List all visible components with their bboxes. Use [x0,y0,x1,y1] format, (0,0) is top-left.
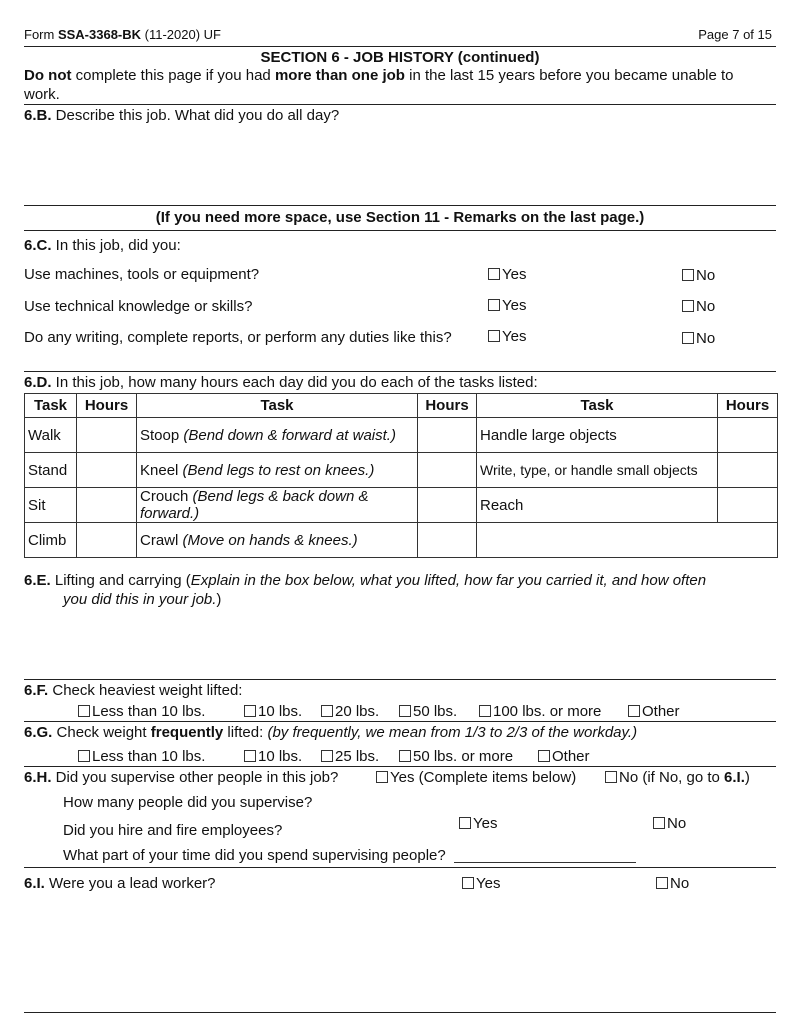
task-cell: Sit [25,488,77,523]
checkbox[interactable] [682,300,694,312]
yes-option[interactable]: Yes [488,266,526,283]
hire-fire-no-option[interactable]: No [653,815,686,832]
task-cell: Kneel (Bend legs to rest on knees.) [137,453,418,488]
checkbox[interactable] [653,817,665,829]
lifting-description-area[interactable] [24,612,776,678]
question-6e: 6.E. Lifting and carrying (Explain in the box below, what you lifted, how far you carried it, and how often [24,572,707,589]
task-cell [477,523,778,558]
weight-option[interactable]: 10 lbs. [244,703,302,720]
column-header: Task [25,394,77,418]
checkbox[interactable] [605,771,617,783]
supervise-yes-option[interactable]: Yes (Complete items below) [376,769,576,786]
hire-fire-yes-option[interactable]: Yes [459,815,497,832]
hours-field[interactable] [77,488,137,523]
task-cell: Reach [477,488,718,523]
tasks-table [24,393,778,558]
weight-option[interactable]: 100 lbs. or more [479,703,601,720]
task-cell: Stand [25,453,77,488]
table-row [25,488,778,523]
question-6d: 6.D. In this job, how many hours each day did you do each of the tasks listed: [24,374,538,391]
column-header: Hours [418,394,477,418]
no-option[interactable]: No [682,267,715,284]
checkbox[interactable] [488,330,500,342]
checkbox[interactable] [78,705,90,717]
lead-worker-yes-option[interactable]: Yes [462,875,500,892]
checkbox[interactable] [682,269,694,281]
checkbox[interactable] [321,705,333,717]
hours-field[interactable] [418,488,477,523]
weight-option[interactable]: 20 lbs. [321,703,379,720]
form-id: Form SSA-3368-BK (11-2020) UF [24,27,222,42]
weight-option[interactable]: 10 lbs. [244,748,302,765]
checkbox[interactable] [479,705,491,717]
supervise-count-label: How many people did you supervise? [63,794,313,811]
weight-option[interactable]: 50 lbs. [399,703,457,720]
yes-option[interactable]: Yes [488,297,526,314]
checkbox[interactable] [682,332,694,344]
checkbox[interactable] [376,771,388,783]
table-row [25,453,778,488]
question-6c-item: Use technical knowledge or skills? [24,298,253,315]
question-6f: 6.F. Check heaviest weight lifted: [24,682,243,699]
checkbox[interactable] [399,750,411,762]
yes-option[interactable]: Yes [488,328,526,345]
supervise-no-option[interactable]: No (if No, go to 6.I.) [605,769,750,786]
table-row [25,418,778,453]
question-6c-item: Do any writing, complete reports, or perform any duties like this? [24,329,452,346]
divider [24,104,776,105]
checkbox[interactable] [628,705,640,717]
question-6g: 6.G. Check weight frequently lifted: (by frequently, we mean from 1/3 to 2/3 of the workday.) [24,724,638,741]
column-header: Hours [718,394,778,418]
checkbox[interactable] [538,750,550,762]
table-row [25,523,778,558]
hours-field[interactable] [718,488,778,523]
task-cell: Crouch (Bend legs & back down & forward.) [137,488,418,523]
supervising-time-field[interactable] [454,848,636,863]
task-cell: Write, type, or handle small objects [477,453,718,488]
question-6b: 6.B. Describe this job. What did you do all day? [24,107,340,124]
checkbox[interactable] [321,750,333,762]
divider [24,205,776,206]
hours-field[interactable] [418,453,477,488]
weight-option[interactable]: Other [628,703,680,720]
task-cell: Stoop (Bend down & forward at waist.) [137,418,418,453]
weight-option[interactable]: Other [538,748,590,765]
checkbox[interactable] [488,268,500,280]
hours-field[interactable] [718,418,778,453]
checkbox[interactable] [488,299,500,311]
job-description-area[interactable] [24,126,776,204]
checkbox[interactable] [244,705,256,717]
page-number: Page 7 of 15 [698,27,772,42]
divider [24,371,776,372]
weight-option[interactable]: Less than 10 lbs. [78,748,205,765]
hours-field[interactable] [718,453,778,488]
divider [24,867,776,868]
weight-option[interactable]: Less than 10 lbs. [78,703,205,720]
notice-continued: work. [24,86,60,103]
divider [24,1012,776,1013]
more-space-note: (If you need more space, use Section 11 - Remarks on the last page.) [155,209,645,226]
section-title: SECTION 6 - JOB HISTORY (continued) [260,49,540,66]
divider [24,46,776,47]
hours-field[interactable] [77,453,137,488]
question-6i: 6.I. Were you a lead worker? [24,875,216,892]
divider [24,766,776,767]
column-header: Task [137,394,418,418]
hours-field[interactable] [77,418,137,453]
question-6e-continued: you did this in your job.) [63,591,222,608]
divider [24,230,776,231]
checkbox[interactable] [244,750,256,762]
hours-field[interactable] [418,418,477,453]
lead-worker-no-option[interactable]: No [656,875,689,892]
weight-option[interactable]: 25 lbs. [321,748,379,765]
hire-fire-label: Did you hire and fire employees? [63,822,283,839]
column-header: Task [477,394,718,418]
divider [24,721,776,722]
checkbox[interactable] [462,877,474,889]
task-cell: Walk [25,418,77,453]
checkbox[interactable] [656,877,668,889]
checkbox[interactable] [78,750,90,762]
checkbox[interactable] [459,817,471,829]
task-cell: Crawl (Move on hands & knees.) [137,523,418,558]
checkbox[interactable] [399,705,411,717]
supervising-time-label: What part of your time did you spend supervising people? [63,847,636,864]
column-header: Hours [77,394,137,418]
weight-option[interactable]: 50 lbs. or more [399,748,513,765]
task-cell: Handle large objects [477,418,718,453]
question-6c: 6.C. In this job, did you: [24,237,181,254]
hours-field[interactable] [418,523,477,558]
table-header-row [25,394,778,418]
notice: Do not complete this page if you had more than one job in the last 15 years before you became unable to [24,67,734,84]
no-option[interactable]: No [682,330,715,347]
hours-field[interactable] [77,523,137,558]
question-6h: 6.H. Did you supervise other people in this job? [24,769,339,786]
question-6c-item: Use machines, tools or equipment? [24,266,260,283]
no-option[interactable]: No [682,298,715,315]
divider [24,679,776,680]
task-cell: Climb [25,523,77,558]
